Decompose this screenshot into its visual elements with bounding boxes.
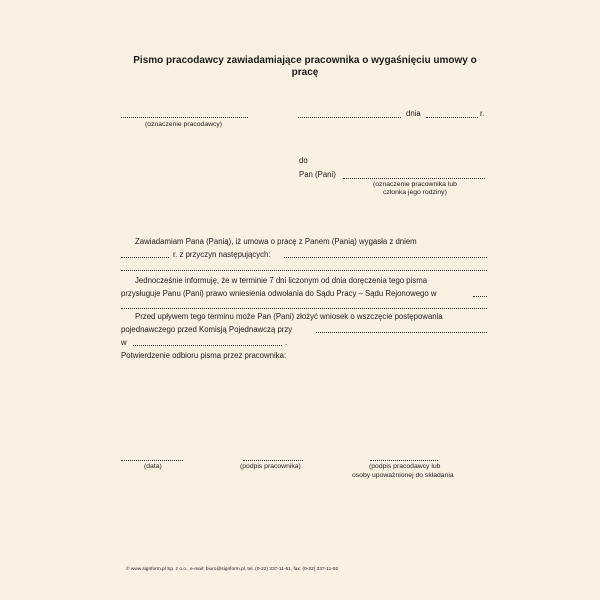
employer-label: (oznaczenie pracodawcy)	[145, 121, 223, 128]
addressee-label-line2: członka jego rodziny)	[383, 189, 447, 196]
addressee-to: do	[299, 156, 308, 165]
addressee-prefix: Pan (Pani)	[299, 170, 336, 179]
signature-employee-field[interactable]	[243, 460, 303, 461]
footer-contact: © www.signform.pl Sp. z o.o., e-mail: biuro@signform.pl, tel. (0-22) 337-11-51, fax: (0-22) 337-11-52	[126, 567, 339, 572]
expiry-date-field[interactable]	[121, 257, 169, 258]
signature-employer-label-1: (podpis pracodawcy lub	[369, 463, 441, 470]
signature-employee-label: (podpis pracownika)	[240, 463, 301, 470]
employer-field[interactable]	[121, 117, 248, 118]
paragraph-2-line2: przysługuje Panu (Pani) prawo wniesienia odwołania do Sądu Pracy – Sądu Rejonowego w	[121, 289, 437, 298]
addressee-label-line1: (oznaczenie pracownika lub	[373, 181, 457, 188]
addressee-field[interactable]	[343, 178, 485, 179]
paragraph-3-line3-suffix: .	[285, 338, 288, 347]
reasons-field-1[interactable]	[284, 257, 487, 258]
signature-date-label: (data)	[144, 463, 162, 470]
court-city-field[interactable]	[473, 296, 487, 297]
commission-city-field[interactable]	[133, 345, 282, 346]
paragraph-1-line2: r. z przyczyn następujących:	[173, 250, 271, 259]
paragraph-3-line2: pojednawczego przed Komisją Pojednawczą przy	[121, 325, 293, 334]
paragraph-1-line1: Zawiadamiam Pana (Panią), iż umowa o pracę z Panem (Panią) wygasła z dniem	[135, 237, 417, 246]
signature-employer-field[interactable]	[370, 460, 438, 461]
date-year-suffix: r.	[480, 109, 485, 118]
court-city-field-2[interactable]	[121, 308, 487, 309]
signature-employer-label-2: osoby upoważnionej do składania	[352, 472, 454, 479]
confirmation-label: Potwierdzenie odbioru pisma przez pracownika:	[121, 351, 287, 360]
paragraph-3-line3-prefix: w	[121, 338, 127, 347]
paragraph-3-line1: Przed upływem tego terminu może Pan (Pani) złożyć wniosek o wszczęcie postępowania	[135, 312, 443, 321]
document-title: Pismo pracodawcy zawiadamiające pracownika o wygaśnięciu umowy o pracę	[133, 55, 477, 78]
reasons-field-2[interactable]	[121, 270, 487, 271]
date-word: dnia	[406, 109, 421, 118]
commission-field[interactable]	[316, 332, 487, 333]
date-field[interactable]	[426, 117, 478, 118]
paragraph-2-line1: Jednocześnie informuję, że w terminie 7 dni liczonym od dnia doręczenia tego pisma	[135, 276, 428, 285]
place-field[interactable]	[298, 117, 401, 118]
signature-date-field[interactable]	[121, 460, 183, 461]
